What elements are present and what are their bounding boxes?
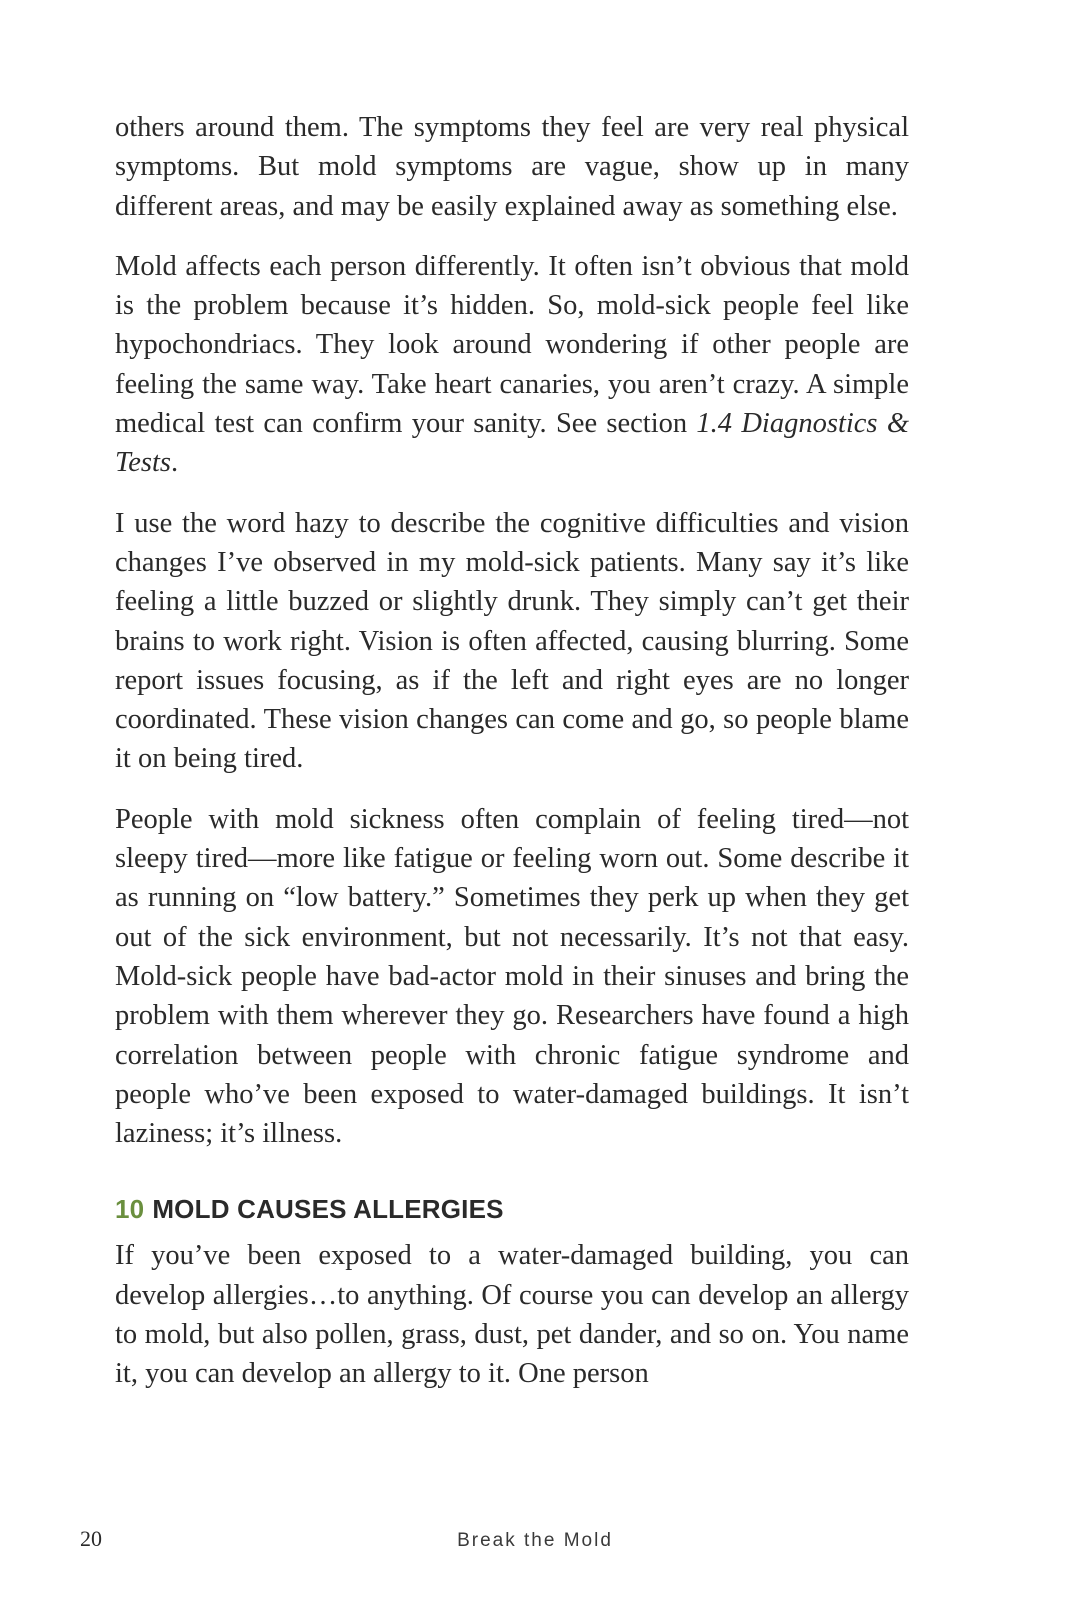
section-title: MOLD CAUSES ALLERGIES (152, 1194, 504, 1225)
paragraph-mold-affects-differently (115, 247, 909, 483)
paragraph-allergies: If you’ve been exposed to a water-damaged building, you can develop allergies…to anything. Of course you can develop an allergy to mold, but also pollen, grass, dust, pet dander, and so on. You name it, you can develop an allergy to it. One person (115, 1240, 909, 1390)
section-heading (115, 1192, 909, 1226)
page-number: 20 (80, 1526, 102, 1551)
section-reference: 1.4 Diagnostics & Tests (115, 408, 909, 479)
section-number: 10 (115, 1194, 145, 1225)
running-footer-title: Break the Mold (457, 1530, 613, 1551)
paragraph-text: Mold affects each person differently. It often isn’t obvious that mold is the problem because it’s hidden. So, mold-sick people feel like hypochondriacs. They look around wondering if other people are feeling the same way. Take heart canaries, you aren’t crazy. A simple medical test can confirm your sanity. See section (115, 250, 909, 440)
paragraph-hazy: I use the word hazy to describe the cognitive difficulties and vision changes I’ve observed in my mold-sick patients. Many say it’s like feeling a little buzzed or slightly drunk. They simply can’t get their brains to work right. Vision is often affected, causing blurring. Some report issues focusing, as if the left and right eyes are no longer coordinated. These vision changes can come and go, so people blame it on being tired. (115, 507, 909, 775)
paragraph-end: . (170, 447, 179, 479)
body-text (115, 108, 909, 1415)
paragraph-fatigue: People with mold sickness often complain of feeling tired—not sleepy tired—more like fatigue or feeling worn out. Some describe it as running on “low battery.” Sometimes they perk up when they get out of the sick environment, but not necessarily. It’s not that easy. Mold-sick people have bad-actor mold in their sinuses and bring the problem with them wherever they go. Researchers have found a high correlation between people with chronic fatigue syndrome and people who’ve been exposed to water-damaged buildings. It isn’t laziness; it’s illness. (115, 803, 909, 1150)
paragraph-symptoms-vague: others around them. The symptoms they feel are very real physical symptoms. But mold symptoms are vague, show up in many different areas, and may be easily explained away as something else. (115, 112, 909, 222)
